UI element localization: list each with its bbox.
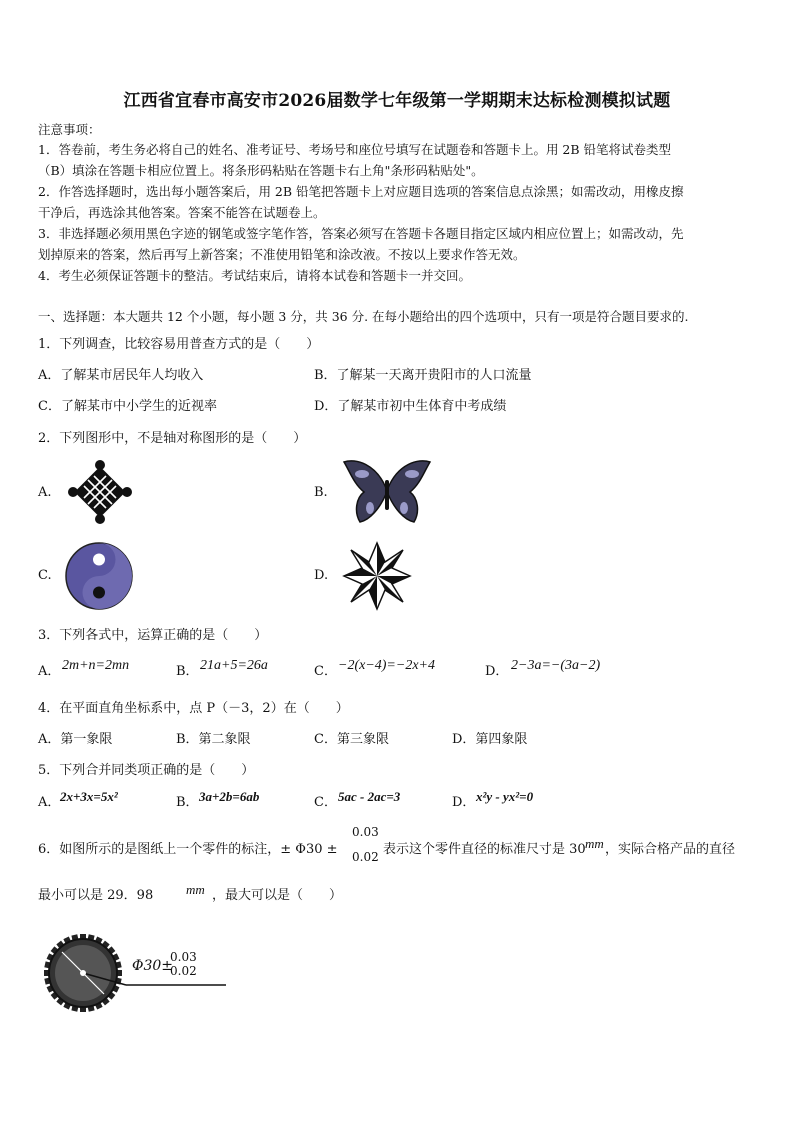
notice-line: 2．作答选择题时，选出每小题答案后，用 2B 铅笔把答题卡上对应题目选项的答案信息点涂黑；如需改动，用橡皮擦 bbox=[38, 184, 684, 199]
notice-line: 3．非选择题必须用黑色字迹的钢笔或签字笔作答，答案必须写在答题卡各题目指定区域内相应位置上；如需改动，先 bbox=[38, 226, 684, 241]
section-heading: 一、选择题：本大题共 12 个小题，每小题 3 分，共 36 分. 在每小题给出的四个选项中，只有一项是符合题目要求的. bbox=[38, 309, 689, 324]
question-6-line2: 最小可以是 29．98 bbox=[38, 888, 154, 903]
figure-upper-tolerance: 0.03 bbox=[170, 950, 197, 964]
tolerance-upper: 0.03 bbox=[352, 825, 379, 839]
q5-option-b-label: B． bbox=[176, 795, 199, 810]
star-pinwheel-icon bbox=[342, 541, 412, 611]
q1-option-a: A．了解某市居民年人均收入 bbox=[38, 368, 204, 383]
q3-option-a: 2m+n=2mn bbox=[62, 658, 130, 673]
tolerance-lower: 0.02 bbox=[352, 850, 379, 864]
q3-option-b-label: B． bbox=[176, 664, 199, 679]
question-6-stem-mid: 表示这个零件直径的标准尺寸是 30 bbox=[383, 842, 586, 857]
page-title: 江西省宜春市高安市2026届数学七年级第一学期期末达标检测模拟试题 bbox=[123, 91, 671, 111]
butterfly-icon bbox=[340, 458, 434, 526]
notice-line: 划掉原来的答案，然后再写上新答案；不准使用铅笔和涂改液。不按以上要求作答无效。 bbox=[38, 247, 526, 262]
notice-heading: 注意事项： bbox=[38, 122, 101, 137]
q4-option-a: A．第一象限 bbox=[38, 732, 113, 747]
q3-option-c: −2(x−4)=−2x+4 bbox=[338, 658, 435, 673]
question-1-stem: 1．下列调查，比较容易用普查方式的是（ ） bbox=[38, 337, 320, 352]
q1-option-b: B．了解某一天离开贵阳市的人口流量 bbox=[314, 368, 532, 383]
q3-option-d-label: D． bbox=[485, 664, 509, 679]
q3-option-c-label: C． bbox=[314, 664, 337, 679]
unit-mm-2: mm bbox=[186, 882, 205, 897]
q2-option-c-label: C. bbox=[38, 568, 52, 583]
q5-option-d-label: D． bbox=[452, 795, 476, 810]
figure-lower-tolerance: 0.02 bbox=[170, 964, 197, 978]
q2-option-a-label: A. bbox=[38, 485, 52, 500]
q3-option-d: 2−3a=−(3a−2) bbox=[511, 658, 601, 673]
notice-line: 4．考生必须保证答题卡的整洁。考试结束后，请将本试卷和答题卡一并交回。 bbox=[38, 268, 471, 283]
q5-option-a-label: A． bbox=[38, 795, 61, 810]
question-5-stem: 5．下列合并同类项正确的是（ ） bbox=[38, 763, 255, 778]
figure-dimension-label: Φ30± bbox=[132, 958, 174, 974]
q4-option-c: C．第三象限 bbox=[314, 732, 389, 747]
q2-option-d-label: D. bbox=[314, 568, 329, 583]
notice-line: 干净后，再选涂其他答案。答案不能答在试题卷上。 bbox=[38, 205, 326, 220]
q4-option-b: B．第二象限 bbox=[176, 732, 251, 747]
notice-line: 1．答卷前，考生务必将自己的姓名、准考证号、考场号和座位号填写在试题卷和答题卡上。用 2B 铅笔将试卷类型 bbox=[38, 142, 672, 157]
q5-option-b: 3a+2b=6ab bbox=[199, 789, 260, 804]
q3-option-b: 21a+5=26a bbox=[200, 658, 268, 673]
unit-mm: mm bbox=[585, 836, 604, 851]
q5-option-c-label: C． bbox=[314, 795, 337, 810]
question-2-stem: 2．下列图形中，不是轴对称图形的是（ ） bbox=[38, 431, 307, 446]
q4-option-d: D．第四象限 bbox=[452, 732, 528, 747]
chinese-knot-icon bbox=[64, 458, 136, 526]
q5-option-a: 2x+3x=5x² bbox=[60, 789, 118, 804]
q5-option-c: 5ac - 2ac=3 bbox=[338, 789, 401, 804]
q5-option-d: x²y - yx²=0 bbox=[476, 789, 534, 804]
q1-option-c: C．了解某市中小学生的近视率 bbox=[38, 399, 217, 414]
question-6-line2-post: ，最大可以是（ ） bbox=[212, 888, 343, 903]
q2-option-b-label: B. bbox=[314, 485, 328, 500]
question-3-stem: 3．下列各式中，运算正确的是（ ） bbox=[38, 628, 268, 643]
question-6-stem: 6．如图所示的是图纸上一个零件的标注，± Φ30 ± bbox=[38, 842, 338, 857]
question-4-stem: 4．在平面直角坐标系中，点 P（－3，2）在（ ） bbox=[38, 701, 349, 716]
q1-option-d: D．了解某市初中生体育中考成绩 bbox=[314, 399, 507, 414]
yin-yang-icon bbox=[64, 541, 134, 611]
q3-option-a-label: A． bbox=[38, 664, 61, 679]
notice-line: （B）填涂在答题卡相应位置上。将条形码粘贴在答题卡右上角"条形码粘贴处"。 bbox=[38, 163, 484, 178]
question-6-stem-post: ，实际合格产品的直径 bbox=[605, 842, 736, 857]
